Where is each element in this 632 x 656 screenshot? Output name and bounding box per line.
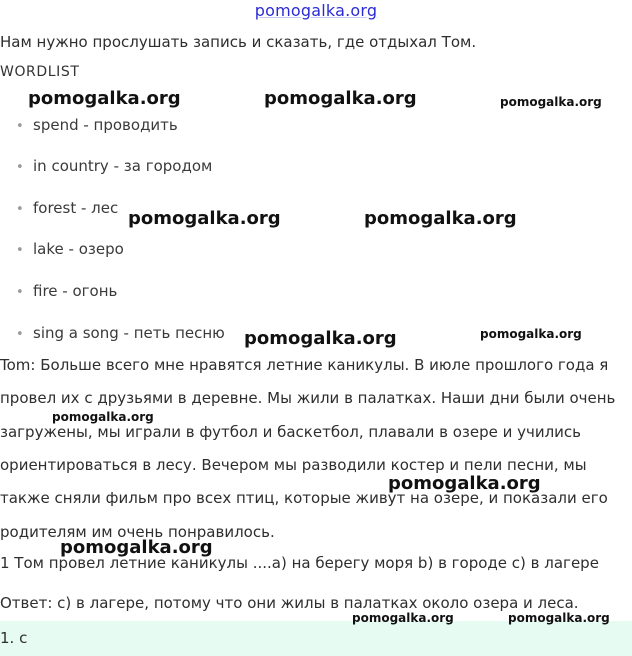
story-line: провел их с друзьями в деревне. Мы жили в палатках. Наши дни были очень <box>0 389 616 407</box>
list-item <box>16 157 212 175</box>
watermark: pomogalka.org <box>388 473 541 494</box>
story-line: ориентироваться в лесу. Вечером мы разводили костер и пели песни, мы <box>0 456 587 474</box>
list-item-text: spend - проводить <box>33 116 178 134</box>
bullet-icon: • <box>16 202 24 217</box>
bullet-icon: • <box>16 243 24 258</box>
intro-text: Нам нужно прослушать запись и сказать, где отдыхал Том. <box>0 33 477 51</box>
list-item-text: fire - огонь <box>33 282 118 300</box>
list-item-text: in country - за городом <box>33 157 213 175</box>
question-text: 1 Том провел летние каникулы ....a) на берегу моря b) в городе c) в лагере <box>0 554 599 572</box>
watermark: pomogalka.org <box>244 328 397 349</box>
bullet-icon: • <box>16 160 24 175</box>
answer-text: Ответ: c) в лагере, потому что они жилы в палатках около озера и леса. <box>0 594 579 612</box>
list-item <box>16 199 118 217</box>
watermark: pomogalka.org <box>500 95 602 109</box>
wordlist-title: WORDLIST <box>0 64 80 80</box>
list-item-text: sing a song - петь песню <box>33 324 225 342</box>
watermark: pomogalka.org <box>508 611 610 625</box>
bullet-icon: • <box>16 327 24 342</box>
story-line: загружены, мы играли в футбол и баскетбол, плавали в озере и учились <box>0 423 582 441</box>
list-item <box>16 324 225 342</box>
watermark: pomogalka.org <box>264 88 417 109</box>
watermark: pomogalka.org <box>60 537 213 558</box>
story-line: родителям им очень понравилось. <box>0 523 275 541</box>
bullet-icon: • <box>16 119 24 134</box>
story-line: также сняли фильм про всех птиц, которые живут на озере, и показали его <box>0 489 608 507</box>
watermark: pomogalka.org <box>52 410 154 424</box>
bullet-icon: • <box>16 285 24 300</box>
watermark: pomogalka.org <box>364 208 517 229</box>
watermark: pomogalka.org <box>352 611 454 625</box>
list-item <box>16 116 178 134</box>
list-item <box>16 282 117 300</box>
watermark: pomogalka.org <box>28 88 181 109</box>
result-text: 1. c <box>0 629 28 647</box>
list-item-text: lake - озеро <box>33 240 124 258</box>
watermark: pomogalka.org <box>480 327 582 341</box>
list-item-text: forest - лес <box>33 199 119 217</box>
site-link[interactable]: pomogalka.org <box>254 1 378 20</box>
result-bar <box>0 621 632 656</box>
story-line: Tom: Больше всего мне нравятся летние каникулы. В июле прошлого года я <box>0 356 609 374</box>
list-item <box>16 240 124 258</box>
watermark: pomogalka.org <box>128 208 281 229</box>
